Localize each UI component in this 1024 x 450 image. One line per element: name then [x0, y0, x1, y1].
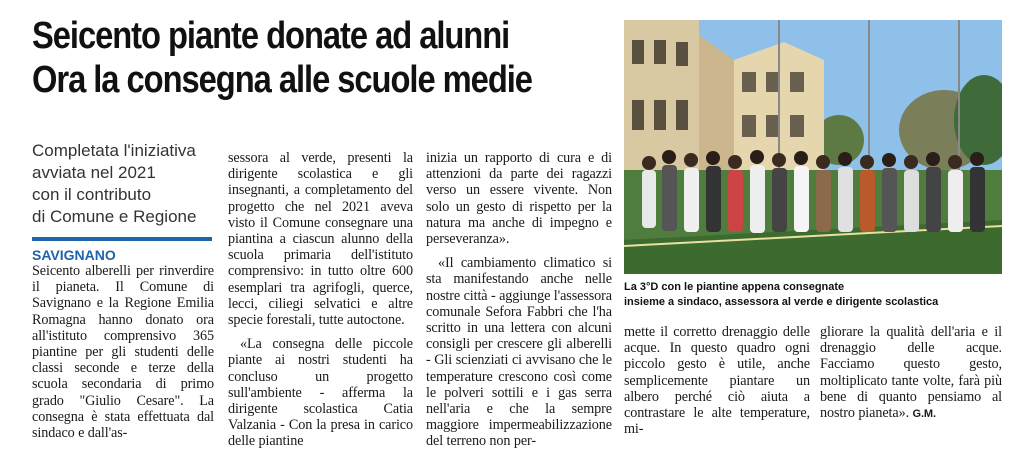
article-column-1	[32, 263, 214, 441]
column-3-paragraph-1: inizia un rapporto di cura e di attenzioni da parte dei ragazzi verso un essere vivente. Non solo un gesto di rispetto per la natura ma anche di impegno e perseveranza».	[426, 150, 612, 248]
kicker-rule	[32, 237, 212, 241]
headline	[32, 14, 531, 102]
author-signature: G.M.	[912, 408, 936, 421]
article-column-2	[228, 150, 413, 450]
photo-caption	[624, 280, 1004, 310]
article-column-3	[426, 150, 612, 450]
news-photo	[624, 20, 1002, 274]
article-column-5	[820, 324, 1002, 422]
summary-line-4: di Comune e Regione	[32, 207, 197, 226]
summary-line-1: Completata l'iniziativa	[32, 141, 196, 160]
column-2-paragraph-1: sessora al verde, presenti la dirigente scolastica e gli insegnanti, a completamento del progetto che nel 2021 aveva visto il Comune consegnare una piantina a ciascun alunno della scuola primaria dell'istituto comprensivo: in tutto oltre 600 esemplari tra agrifogli, querce, lecci, ciliegi selvatici e altre specie forestali, tutte autoctone.	[228, 150, 413, 329]
column-3-paragraph-2: «Il cambiamento climatico si sta manifestando anche nelle nostre città - aggiunge l'assessora comunale Sefora Fabbri che l'ha scritto in una lettera con alcuni consigli per crescere gli alberelli - Gli scienziati ci avvisano che le temperature crescono così come le polveri sottili e i gas serra nell'aria e che la sempre maggiore impermeabilizzazione del terreno non per-	[426, 255, 612, 450]
kicker-location: SAVIGNANO	[32, 247, 116, 263]
headline-line-1: Seicento piante donate ad alunni	[32, 15, 510, 57]
photo-caption-line-2: insieme a sindaco, assessora al verde e dirigente scolastica	[624, 296, 939, 308]
summary-block	[32, 140, 217, 228]
article-column-4	[624, 324, 810, 437]
students-photo-illustration	[624, 20, 1002, 274]
column-5-body: gliorare la qualità dell'aria e il drenaggio delle acque. Facciamo questo gesto, moltiplicato tante volte, farà più bene di quanto pensiamo al nostro pianeta».	[820, 324, 1002, 422]
photo-caption-line-1: La 3°D con le piantine appena consegnate	[624, 281, 845, 293]
column-5-text	[820, 324, 1002, 422]
summary-line-2: avviata nel 2021	[32, 163, 156, 182]
summary-line-3: con il contributo	[32, 185, 152, 204]
column-1-text: Seicento alberelli per rinverdire il pianeta. Il Comune di Savignano e la Regione Emilia Romagna hanno donato ora all'istituto comprensivo 365 piantine per gli studenti delle classi seconde e terze della scuola secondaria di primo grado "Giulio Cesare". La consegna è stata effettuata dal sindaco e dall'as-	[32, 263, 214, 442]
column-2-paragraph-2: «La consegna delle piccole piante ai nostri studenti ha concluso un progetto sull'ambiente - afferma la dirigente scolastica Catia Valzania - Con la presa in carico delle piantine	[228, 336, 413, 450]
column-4-text: mette il corretto drenaggio delle acque. In questo quadro ogni piccolo gesto è utile, anche semplicemente piantare un albero perché ciò aiuta a contrastare le alte temperature, mi-	[624, 324, 810, 438]
headline-line-2: Ora la consegna alle scuole medie	[32, 59, 532, 101]
